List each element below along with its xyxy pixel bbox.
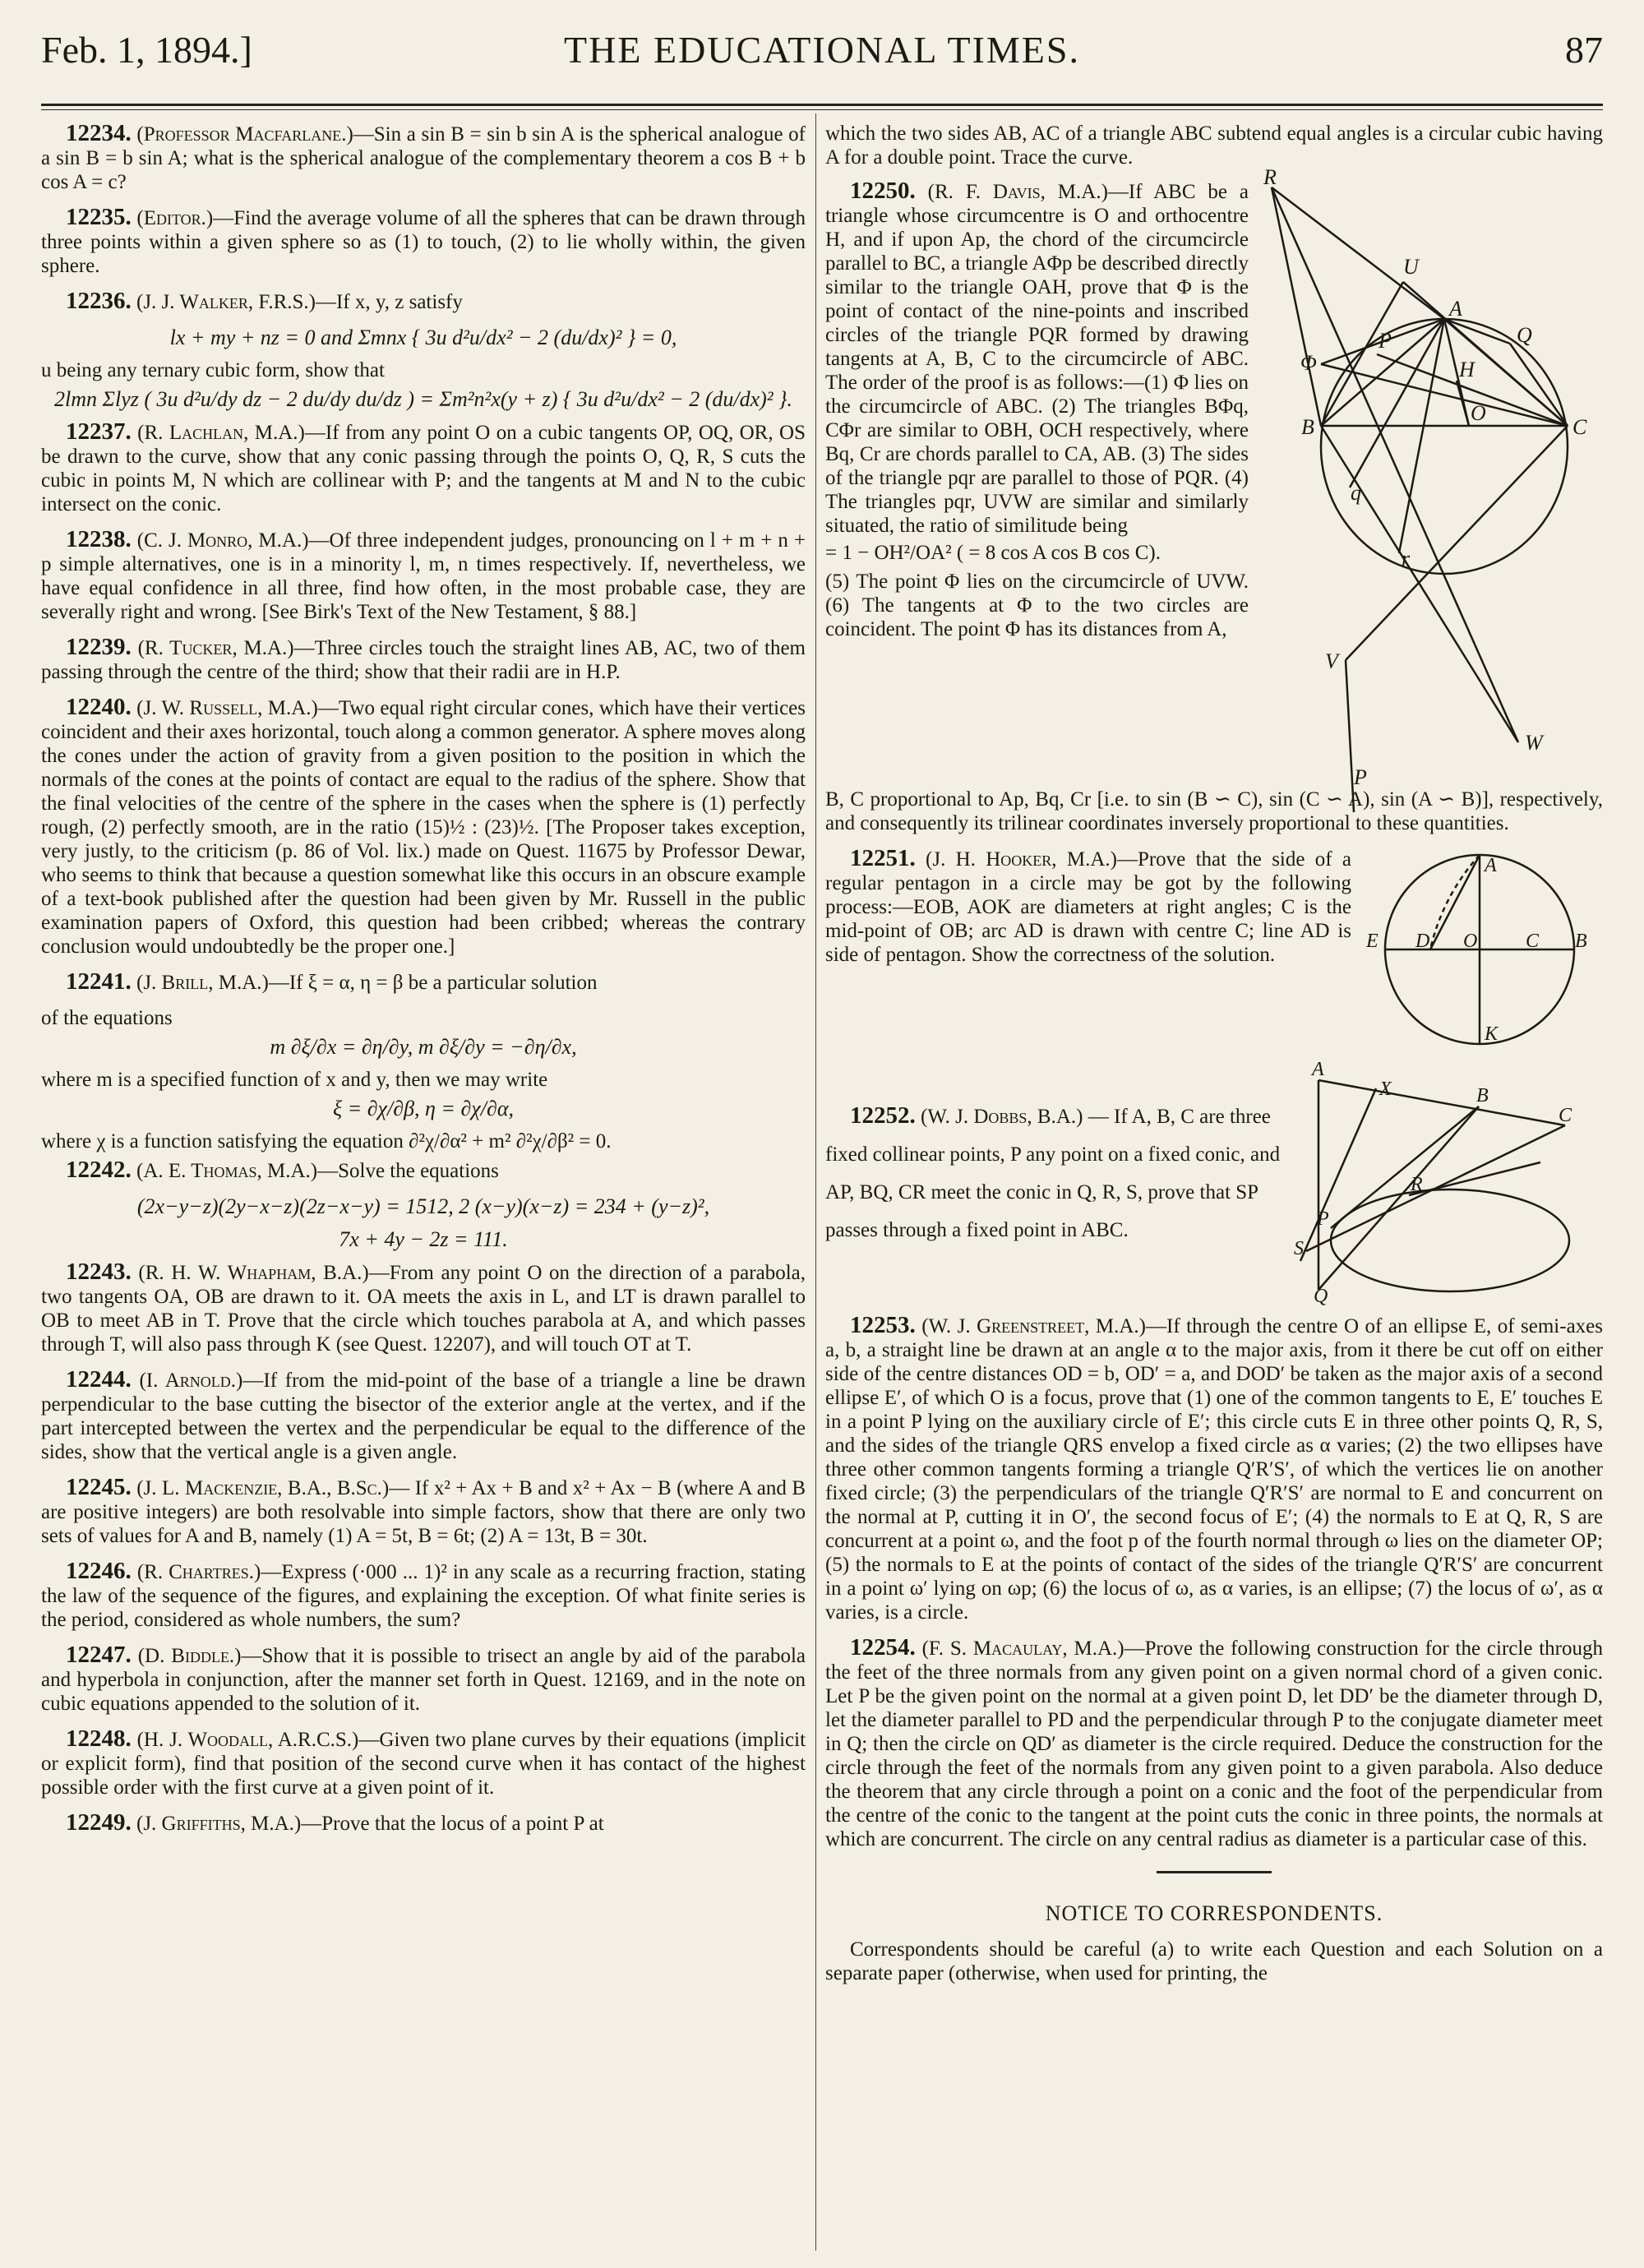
line-bw bbox=[1321, 426, 1518, 742]
question-12250: 12250. (R. F. Davis, M.A.)—If ABC be a triangle whose circumcentre is O and orthocentre H, and if upon Ap, the chord of the circumcircle parallel to BC, a triangle AΦp be described directly similar to the triangle OAH, prove that Φ is the point of contact of the nine-points and inscribed circles of the triangle PQR formed by drawing tangents at A, B, C to the circumcircle of ABC. The order of the proof is as follows:—(1) Φ lies on the circumcircle of ABC. (2) The triangles BΦq, CΦr are similar to OBH, OCH respectively, where Bq, Cr are chords parallel to CA, AB. (3) The sides of the triangle pqr are parallel to those of PQR. (4) The triangles pqr, UVW are similar and similarly situated, the ratio of similitude being bbox=[825, 178, 1249, 537]
label-c: C bbox=[1572, 415, 1587, 439]
question-12247: 12247. (D. Biddle.)—Show that it is possible to trisect an angle by aid of the parabola and hyperbola in conjunction, after the manner set forth in Quest. 12169, and in the note on cubic equations appended to the solution of it. bbox=[41, 1642, 806, 1715]
question-12248: 12248. (H. J. Woodall, A.R.C.S.)—Given two plane curves by their equations (implicit or explicit form), find that position of the second curve when it has contact of the highest possible order with the first curve at a given point of it. bbox=[41, 1725, 806, 1799]
question-12253: 12253. (W. J. Greenstreet, M.A.)—If through the centre O of an ellipse E, of semi-axes a, b, a straight line be drawn at an angle α to the major axis, from it there be cut off on either side of the centre distances OD = b, OD′ = a, and DOD′ be taken as the major axis of a second ellipse E′, of which O is a focus, prove that (1) one of the common tangents to E, E′ touches E in a point P lying on the auxiliary circle of E′; this circle cuts E in three other points Q, R, S, and the sides of the triangle QRS envelop a fixed circle as α varies; (2) the two ellipses have three other common tangents forming a triangle Q′R′S′, of which the vertices lie on another fixed circle; (3) the perpendiculars of the triangle Q′R′S′ are normal to E and concurrent on the normal at P, cutting it in O′, the second focus of E′; (4) the normals to E at Q, R, S are concurrent at a point ω, and the foot p of the fourth normal through ω lies on the diameter OP; (5) the normals to E at the points of contact of the sides of the triangle Q′R′S′ are concurrent in a point ω′ lying on ωp; (6) the locus of ω, as α varies, is an ellipse; (7) the locus of ω′, as α varies, is a circle. bbox=[825, 1312, 1603, 1624]
line-b-p bbox=[1331, 1106, 1479, 1228]
label-p: P bbox=[1317, 1208, 1329, 1230]
label-q-small: q bbox=[1351, 481, 1361, 505]
question-12251: 12251. (J. H. Hooker, M.A.)—Prove that the side of a regular pentagon in a circle may be got by the following process:—EOB, AOK are diameters at right angles; C is the mid-point of OB; arc AD is drawn with centre C; line AD is side of pentagon. Show the correctness of the solution. bbox=[825, 845, 1351, 966]
right-column bbox=[825, 122, 1603, 1997]
question-12252: 12252. (W. J. Dobbs, B.A.) — If A, B, C are three fixed collinear points, P any point on a fixed conic, and AP, BQ, CR meet the conic in Q, R, S, prove that SP passes through a fixed point in ABC. bbox=[825, 1102, 1281, 1241]
line-ra bbox=[1272, 187, 1444, 319]
figure-12252 bbox=[1294, 1059, 1590, 1307]
line-abc bbox=[1318, 1080, 1565, 1125]
label-r: R bbox=[1411, 1174, 1423, 1195]
question-12242: 12242. (A. E. Thomas, M.A.)—Solve the equations bbox=[66, 1157, 499, 1183]
question-12240: 12240. (J. W. Russell, M.A.)—Two equal right circular cones, which have their vertices coincident and their axes horizontal, touch along a common generator. A sphere moves along the cones under the action of gravity from a given position to the position in which the normals of the cones at the points of contact are equal to the radius of the sphere. Show that the final velocities of the centre of the sphere in the cases when the sphere is (1) perfectly rough, (2) perfectly smooth, are in the ratio (15)½ : (23)½. [The Proposer takes exception, very justly, to the criticism (p. 86 of Vol. lix.) made on Quest. 11675 by Professor Dewar, who seems to think that because a question somewhat like this occurs in an obscure example of a text-book published after the question had been given by Mr. Russell in the public examination papers of Oxford, this question had been cribbed; whereas the contrary conclusion would undoubtedly be the proper one.] bbox=[41, 694, 806, 958]
question-12235: 12235. (Editor.)—Find the average volume of all the spheres that can be drawn through three points within a given sphere so as (1) to touch, (2) to lie wholly within, the given sphere. bbox=[41, 204, 806, 277]
line-a-r bbox=[1399, 319, 1444, 553]
equation-12236-a: lx + my + nz = 0 and Σmnx { 3u d²u/dx² − 2 (du/dx)² } = 0, bbox=[169, 326, 677, 349]
label-u: U bbox=[1403, 255, 1419, 279]
text-12241-c: where m is a specified function of x and y, then we may write bbox=[41, 1069, 548, 1091]
label-b: B bbox=[1575, 931, 1587, 952]
text-12236-b: u being any ternary cubic form, show that bbox=[41, 359, 385, 381]
question-12244: 12244. (I. Arnold.)—If from the mid-point of the base of a triangle a line be drawn perpendicular to the base cutting the bisector of the exterior angle at the vertex, and if the part intercepted between the vertex and the perpendicular be equal to the difference of the sides, show that the vertical angle is a given angle. bbox=[41, 1366, 806, 1463]
ratio-12250: = 1 − OH²/OA² ( = 8 cos A cos B cos C). bbox=[825, 542, 1161, 564]
label-k: K bbox=[1485, 1023, 1499, 1045]
equation-12242-b: 7x + 4y − 2z = 111. bbox=[339, 1227, 508, 1251]
label-p-bottom: P bbox=[1354, 765, 1367, 789]
question-12236: 12236. (J. J. Walker, F.R.S.)—If x, y, z satisfy bbox=[66, 288, 463, 314]
label-b: B bbox=[1476, 1085, 1489, 1106]
label-r: R bbox=[1263, 165, 1277, 189]
line-rb bbox=[1272, 187, 1321, 426]
notice-rule bbox=[1157, 1871, 1272, 1873]
left-column bbox=[41, 122, 806, 1847]
question-12241: 12241. (J. Brill, M.A.)—If ξ = α, η = β be a particular solution bbox=[66, 968, 598, 995]
header-rule-thin bbox=[41, 109, 1603, 110]
question-12246: 12246. (R. Chartres.)—Express (·000 ... 1)² in any scale as a recurring fraction, stating the law of the sequence of the figures, and explaining the exception. Of what finite series is the period, considered as whole numbers, the sum? bbox=[41, 1558, 806, 1631]
page-header bbox=[41, 15, 1603, 89]
label-q: Q bbox=[1314, 1286, 1328, 1307]
line-b-q bbox=[1318, 1106, 1479, 1290]
question-12234: 12234. (Professor Macfarlane.)—Sin a sin B = sin b sin A is the spherical analogue of a sin B = b sin A; what is the spherical analogue of the complementary theorem a cos B + b cos A = c? bbox=[41, 120, 806, 193]
equation-12241-b: ξ = ∂χ/∂β, η = ∂χ/∂α, bbox=[333, 1097, 514, 1120]
equation-12241-a: m ∂ξ/∂x = ∂η/∂y, m ∂ξ/∂y = −∂η/∂x, bbox=[270, 1035, 577, 1059]
label-d: D bbox=[1415, 931, 1430, 952]
notice-title: NOTICE TO CORRESPONDENTS. bbox=[1045, 1901, 1383, 1925]
label-phi: Φ bbox=[1300, 351, 1317, 375]
label-p: P bbox=[1378, 329, 1392, 353]
label-q: Q bbox=[1517, 323, 1532, 347]
figure-12250 bbox=[1255, 165, 1600, 789]
figure-12251 bbox=[1365, 847, 1595, 1060]
text-12250-c: B, C proportional to Ap, Bq, Cr [i.e. to sin (B ∽ C), sin (C ∽ A), sin (A ∽ B)], respectively, and consequently its trilinear coordinates inversely proportional to these quantities. bbox=[825, 788, 1603, 834]
line-ub bbox=[1321, 282, 1403, 426]
question-12254: 12254. (F. S. Macaulay, M.A.)—Prove the following construction for the circle through the feet of the three normals from any given point on a given normal chord of a given conic. Let P be the given point on the normal at a given point D, let DD′ be the diameter through D, let the diameter parallel to PD and the perpendicular through P to the conjugate diameter meet in Q; then the circle on QD′ as diameter is the circle required. Deduce the construction for the circle through the feet of the normals from any given point to a given parabola. Also deduce the theorem that any circle through a point on a conic and the foot of the perpendicular from the centre of the conic to the tangent at the point cuts the conic in three points, the normals at which are concurrent. The circle on any central radius as diameter is a particular case of this. bbox=[825, 1634, 1604, 1850]
column-divider bbox=[815, 113, 816, 2251]
equation-12242-a: (2x−y−z)(2y−x−z)(2z−x−y) = 1512, 2 (x−y)(x−z) = 234 + (y−z)², bbox=[136, 1194, 710, 1218]
text-12241-b: of the equations bbox=[41, 1007, 173, 1029]
question-12245: 12245. (J. L. Mackenzie, B.A., B.Sc.)— If x² + Ax + B and x² + Ax − B (where A and B are positive integers) are both resolvable into simple factors, show that there are only two sets of values for A and B, namely (1) A = 5t, B = 6t; (2) A = 13t, B = 30t. bbox=[41, 1474, 806, 1547]
line-vc bbox=[1346, 426, 1568, 660]
label-c: C bbox=[1559, 1105, 1572, 1126]
circumcircle bbox=[1321, 319, 1568, 574]
text-12249-continued: which the two sides AB, AC of a triangle ABC subtend equal angles is a circular cubic having A for a double point. Trace the curve. bbox=[825, 122, 1603, 169]
label-v: V bbox=[1325, 649, 1338, 673]
label-r-small: r bbox=[1402, 547, 1411, 570]
header-title: THE EDUCATIONAL TIMES. bbox=[564, 29, 1080, 71]
label-a: A bbox=[1485, 855, 1497, 876]
label-b: B bbox=[1301, 415, 1314, 439]
label-a: A bbox=[1312, 1059, 1324, 1080]
label-o: O bbox=[1463, 931, 1478, 952]
equation-12236-b: 2lmn Σlyz ( 3u d²u/dy dz − 2 du/dy du/dz ) = Σm²n²x(y + z) { 3u d²u/dx² − 2 (du/dx)² }. bbox=[54, 387, 792, 411]
question-12237: 12237. (R. Lachlan, M.A.)—If from any point O on a cubic tangents OP, OQ, OR, OS be drawn to the curve, show that any conic passing through the points O, Q, R, S cuts the cubic in points M, N which are collinear with P; and the tangents at M and N to the cubic intersect on the conic. bbox=[41, 418, 806, 515]
question-12243: 12243. (R. H. W. Whapham, B.A.)—From any point O on the direction of a parabola, two tangents OA, OB are drawn to it. OA meets the axis in L, and LT is drawn parallel to OB to meet AB in T. Prove that the circle which touches parabola at A, and which passes through T, will also pass through K (see Quest. 12207), and will touch OT at T. bbox=[41, 1259, 806, 1356]
label-s: S bbox=[1294, 1238, 1304, 1259]
question-12249: 12249. (J. Griffiths, M.A.)—Prove that the locus of a point P at bbox=[66, 1809, 604, 1836]
question-12239: 12239. (R. Tucker, M.A.)—Three circles touch the straight lines AB, AC, two of them passing through the centre of the third; show that their radii are in H.P. bbox=[41, 634, 806, 683]
label-c: C bbox=[1526, 931, 1540, 952]
header-date: Feb. 1, 1894.] bbox=[41, 29, 252, 71]
block-12251 bbox=[825, 847, 1603, 1060]
label-w: W bbox=[1525, 731, 1543, 755]
page-number: 87 bbox=[1565, 29, 1603, 71]
label-e: E bbox=[1366, 931, 1378, 952]
notice-text: Correspondents should be careful (a) to write each Question and each Solution on a separate paper (otherwise, when used for printing, the bbox=[825, 1938, 1603, 1984]
text-12250-b: (5) The point Φ lies on the circumcircle of UVW. (6) The tangents at Φ to the two circles are coincident. The point Φ has its distances from A, bbox=[825, 570, 1249, 640]
header-rule bbox=[41, 104, 1603, 106]
block-12250 bbox=[825, 165, 1603, 789]
label-o: O bbox=[1471, 401, 1486, 425]
label-x: X bbox=[1379, 1079, 1392, 1100]
question-12238: 12238. (C. J. Monro, M.A.)—Of three independent judges, pronouncing on l + m + n + p simple alternatives, one is in a minority l, m, n times respectively. If, nevertheless, we have equal confidence in all three, find how often, in the most probable case, they are severally right and wrong. [See Birk's Text of the New Testament, § 88.] bbox=[41, 526, 806, 623]
label-a: A bbox=[1449, 297, 1462, 321]
text-12241-d: where χ is a function satisfying the equation ∂²χ/∂α² + m² ∂²χ/∂β² = 0. bbox=[41, 1130, 612, 1152]
block-12252 bbox=[825, 1059, 1603, 1307]
line-a-q bbox=[1350, 319, 1444, 487]
label-h: H bbox=[1459, 358, 1475, 381]
conic bbox=[1331, 1189, 1569, 1291]
line-rw bbox=[1272, 187, 1518, 742]
